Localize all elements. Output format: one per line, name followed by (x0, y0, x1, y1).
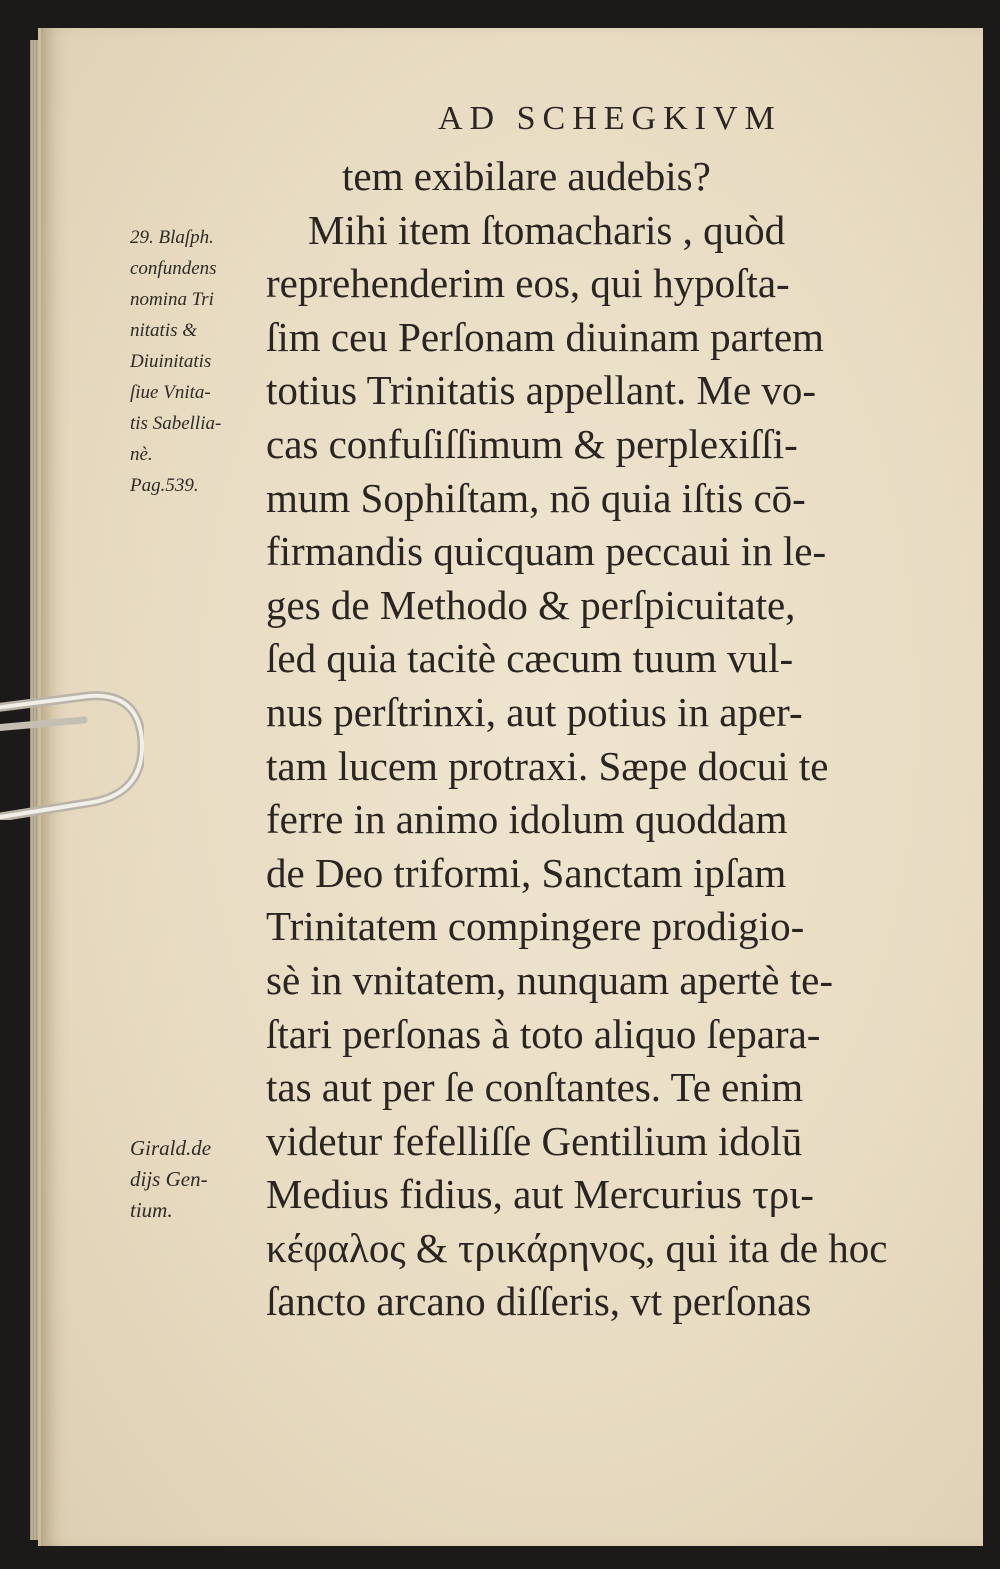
text-line: tas aut per ſe conſtantes. Te enim (266, 1064, 804, 1111)
text-line: Medius fidius, aut Mercurius τρι- (266, 1171, 814, 1218)
margin-note-line: confundens (130, 258, 217, 279)
text-line: κέφαλος & τρικάρηνος, qui ita de hoc (266, 1224, 888, 1271)
text-line: sè in vnitatem, nunquam apertè te- (266, 956, 833, 1003)
text-line: ſim ceu Perſonam diuinam partem (266, 313, 824, 360)
text-line: ſtari perſonas à toto aliquo ſepara- (266, 1010, 821, 1057)
margin-note-line: nitatis & (130, 320, 198, 341)
text-line: de Deo triformi, Sanctam ipſam (266, 849, 787, 896)
text-line: ſed quia tacitè cæcum tuum vul- (266, 635, 794, 682)
text-line: tam lucem protraxi. Sæpe docui te (266, 742, 829, 789)
text-line: mum Sophiſtam, nō quia iſtis cō- (266, 474, 806, 521)
margin-note-line: nè. (130, 444, 153, 465)
text-line: reprehenderim eos, qui hypoſta- (266, 260, 790, 307)
margin-note-line: 29. Blaſph. (130, 227, 214, 248)
margin-note-giraldus (130, 1133, 270, 1226)
margin-note-line: Girald.de (130, 1136, 212, 1160)
margin-note-line: Diuinitatis (130, 351, 212, 372)
text-line: nus perſtrinxi, aut potius in aper- (266, 688, 803, 735)
margin-note-line: nomina Tri (130, 289, 214, 310)
margin-note-line: tis Sabellia- (130, 413, 222, 434)
paper-clip-icon (0, 690, 144, 820)
margin-note-line: dijs Gen- (130, 1167, 208, 1191)
text-line: videtur fefelliſſe Gentilium idolū (266, 1117, 803, 1164)
text-line: ſancto arcano diſſeris, vt perſonas (266, 1278, 812, 1325)
text-line: ferre in animo idolum quoddam (266, 796, 788, 843)
text-line: cas confuſiſſimum & perplexiſſi- (266, 420, 798, 467)
margin-note-blasphemy (130, 222, 270, 501)
text-line: Mihi item ſtomacharis , quòd (308, 206, 786, 253)
margin-note-line: Pag.539. (130, 475, 199, 496)
margin-note-line: ſiue Vnita- (130, 382, 211, 403)
text-line: firmandis quicquam peccaui in le- (266, 528, 827, 575)
margin-note-line: tium. (130, 1198, 173, 1222)
body-text (266, 150, 956, 1329)
text-line: Trinitatem compingere prodigio- (266, 903, 805, 950)
text-line: tem exibilare audebis? (342, 153, 711, 199)
text-line: totius Trinitatis appellant. Me vo- (266, 367, 817, 414)
running-head: AD SCHEGKIVM (438, 100, 782, 137)
text-line: ges de Methodo & perſpicuitate, (266, 581, 796, 628)
